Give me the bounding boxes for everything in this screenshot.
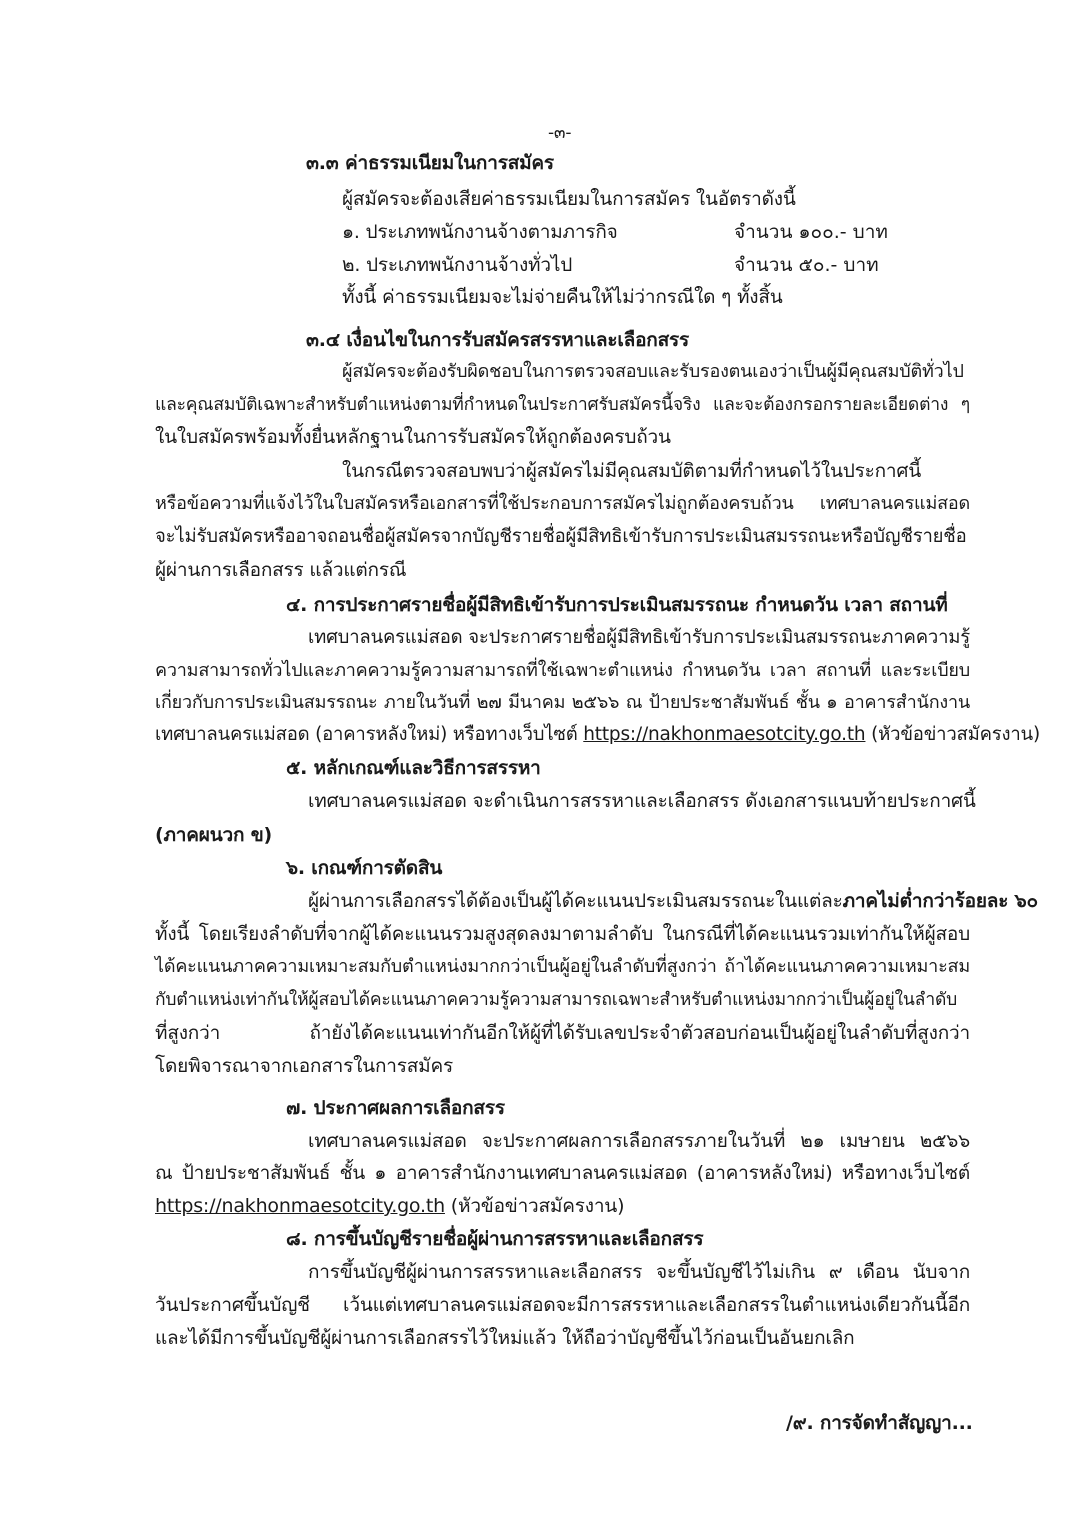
section-3-3-heading: ๓.๓ ค่าธรรมเนียมในการสมัคร: [306, 152, 554, 174]
page-number: -๓-: [548, 123, 572, 143]
paragraph-line: โดยพิจารณาจากเอกสารในการสมัคร: [155, 1055, 453, 1077]
paragraph-line: จะไม่รับสมัครหรืออาจถอนชื่อผู้สมัครจากบัญชีรายชื่อผู้มีสิทธิเข้ารับการประเมินสมรรถนะหรือบัญชีรายชื่อ: [155, 526, 967, 547]
paragraph-line: หรือข้อความที่แจ้งไว้ในใบสมัครหรือเอกสารที่ใช้ประกอบการสมัครไม่ถูกต้องครบถ้วน เทศบาลนครแม่สอด: [155, 493, 970, 514]
paragraph-line: ในใบสมัครพร้อมทั้งยื่นหลักฐานในการรับสมัครให้ถูกต้องครบถ้วน: [155, 426, 671, 448]
fee-item-label: ๑. ประเภทพนักงานจ้างตามภารกิจ: [342, 221, 618, 243]
paragraph-line: ผู้ผ่านการเลือกสรร แล้วแต่กรณี: [155, 559, 407, 581]
paragraph-line: การขึ้นบัญชีผู้ผ่านการสรรหาและเลือกสรร จะขึ้นบัญชีไว้ไม่เกิน ๙ เดือน นับจาก: [308, 1261, 970, 1283]
text-segment: เทศบาลนครแม่สอด (อาคารหลังใหม่) หรือทางเว็บไซต์: [155, 724, 584, 745]
section-3-4-heading: ๓.๔ เงื่อนไขในการรับสมัครสรรหาและเลือกสรร: [306, 329, 690, 351]
continuation-marker: /๙. การจัดทำสัญญา...: [786, 1412, 973, 1434]
paragraph-line: วันประกาศขึ้นบัญชี เว้นแต่เทศบาลนครแม่สอดจะมีการสรรหาและเลือกสรรในตำแหน่งเดียวกันนี้อีก: [155, 1294, 970, 1316]
fee-item-amount: จำนวน ๕๐.- บาท: [734, 254, 879, 276]
paragraph-line: ผู้สมัครจะต้องรับผิดชอบในการตรวจสอบและรับรองตนเองว่าเป็นผู้มีคุณสมบัติทั่วไป: [342, 361, 964, 382]
paragraph-line: [155, 1193, 624, 1219]
paragraph-line: ในกรณีตรวจสอบพบว่าผู้สมัครไม่มีคุณสมบัติตามที่กำหนดไว้ในประกาศนี้: [342, 460, 922, 482]
fee-note: ทั้งนี้ ค่าธรรมเนียมจะไม่จ่ายคืนให้ไม่ว่ากรณีใด ๆ ทั้งสิ้น: [342, 286, 783, 308]
section-3-3-intro: ผู้สมัครจะต้องเสียค่าธรรมเนียมในการสมัคร ในอัตราดังนี้: [342, 188, 796, 210]
paragraph-line: ความสามารถทั่วไปและภาคความรู้ความสามารถที่ใช้เฉพาะตำแหน่ง กำหนดวัน เวลา สถานที่ และระเบียบ: [155, 660, 970, 681]
fee-item-amount: จำนวน ๑๐๐.- บาท: [734, 221, 888, 243]
passing-criterion: ภาคไม่ต่ำกว่าร้อยละ ๖๐: [842, 890, 1038, 912]
text-segment: ผู้ผ่านการเลือกสรรได้ต้องเป็นผู้ได้คะแนนประเมินสมรรถนะในแต่ละ: [308, 890, 843, 912]
paragraph-line: ได้คะแนนภาคความเหมาะสมกับตำแหน่งมากกว่าเป็นผู้อยู่ในลำดับที่สูงกว่า ถ้าได้คะแนนภาคความเหมาะสม: [155, 956, 970, 977]
paragraph-line: กับตำแหน่งเท่ากันให้ผู้สอบได้คะแนนภาคความรู้ความสามารถเฉพาะสำหรับตำแหน่งมากกว่าเป็นผู้อยู่ในลำดับ: [155, 990, 958, 1010]
section-8-heading: ๘. การขึ้นบัญชีรายชื่อผู้ผ่านการสรรหาและเลือกสรร: [286, 1228, 704, 1250]
section-7-heading: ๗. ประกาศผลการเลือกสรร: [286, 1097, 505, 1119]
website-link[interactable]: https://nakhonmaesotcity.go.th: [155, 1195, 445, 1217]
paragraph-line: เกี่ยวกับการประเมินสมรรถนะ ภายในวันที่ ๒๗ มีนาคม ๒๕๖๖ ณ ป้ายประชาสัมพันธ์ ชั้น ๑ อาคารสำนักงาน: [155, 692, 970, 713]
paragraph-line: ทั้งนี้ โดยเรียงลำดับที่จากผู้ได้คะแนนรวมสูงสุดลงมาตามลำดับ ในกรณีที่ได้คะแนนรวมเท่ากันให้ผู้สอบ: [155, 923, 970, 945]
fee-item-label: ๒. ประเภทพนักงานจ้างทั่วไป: [342, 254, 573, 276]
section-6-heading: ๖. เกณฑ์การตัดสิน: [286, 857, 443, 879]
text-segment: (หัวข้อข่าวสมัครงาน): [444, 1195, 625, 1217]
paragraph-line: [308, 888, 1038, 914]
paragraph-line: เทศบาลนครแม่สอด จะประกาศรายชื่อผู้มีสิทธิเข้ารับการประเมินสมรรถนะภาคความรู้: [308, 627, 970, 648]
appendix-reference: (ภาคผนวก ข): [155, 824, 272, 846]
paragraph-line: [155, 722, 1040, 748]
paragraph-line: และคุณสมบัติเฉพาะสำหรับตำแหน่งตามที่กำหนดในประกาศรับสมัครนี้จริง และจะต้องกรอกรายละเอียดต่าง ๆ: [155, 395, 970, 415]
section-5-heading: ๕. หลักเกณฑ์และวิธีการสรรหา: [286, 757, 541, 779]
paragraph-line: ที่สูงกว่า ถ้ายังได้คะแนนเท่ากันอีกให้ผู้ที่ได้รับเลขประจำตัวสอบก่อนเป็นผู้อยู่ในลำดับที่สูงกว่า: [155, 1022, 970, 1044]
paragraph-line: ณ ป้ายประชาสัมพันธ์ ชั้น ๑ อาคารสำนักงานเทศบาลนครแม่สอด (อาคารหลังใหม่) หรือทางเว็บไซต์: [155, 1162, 970, 1184]
paragraph-line: เทศบาลนครแม่สอด จะประกาศผลการเลือกสรรภายในวันที่ ๒๑ เมษายน ๒๕๖๖: [308, 1130, 970, 1152]
text-segment: (หัวข้อข่าวสมัครงาน): [865, 724, 1040, 745]
section-4-heading: ๔. การประกาศรายชื่อผู้มีสิทธิเข้ารับการประเมินสมรรถนะ กำหนดวัน เวลา สถานที่: [286, 594, 948, 616]
paragraph-line: และได้มีการขึ้นบัญชีผู้ผ่านการเลือกสรรไว้ใหม่แล้ว ให้ถือว่าบัญชีขึ้นไว้ก่อนเป็นอันยกเลิก: [155, 1327, 855, 1349]
paragraph-line: เทศบาลนครแม่สอด จะดำเนินการสรรหาและเลือกสรร ดังเอกสารแนบท้ายประกาศนี้: [308, 790, 976, 812]
website-link[interactable]: https://nakhonmaesotcity.go.th: [583, 724, 866, 745]
